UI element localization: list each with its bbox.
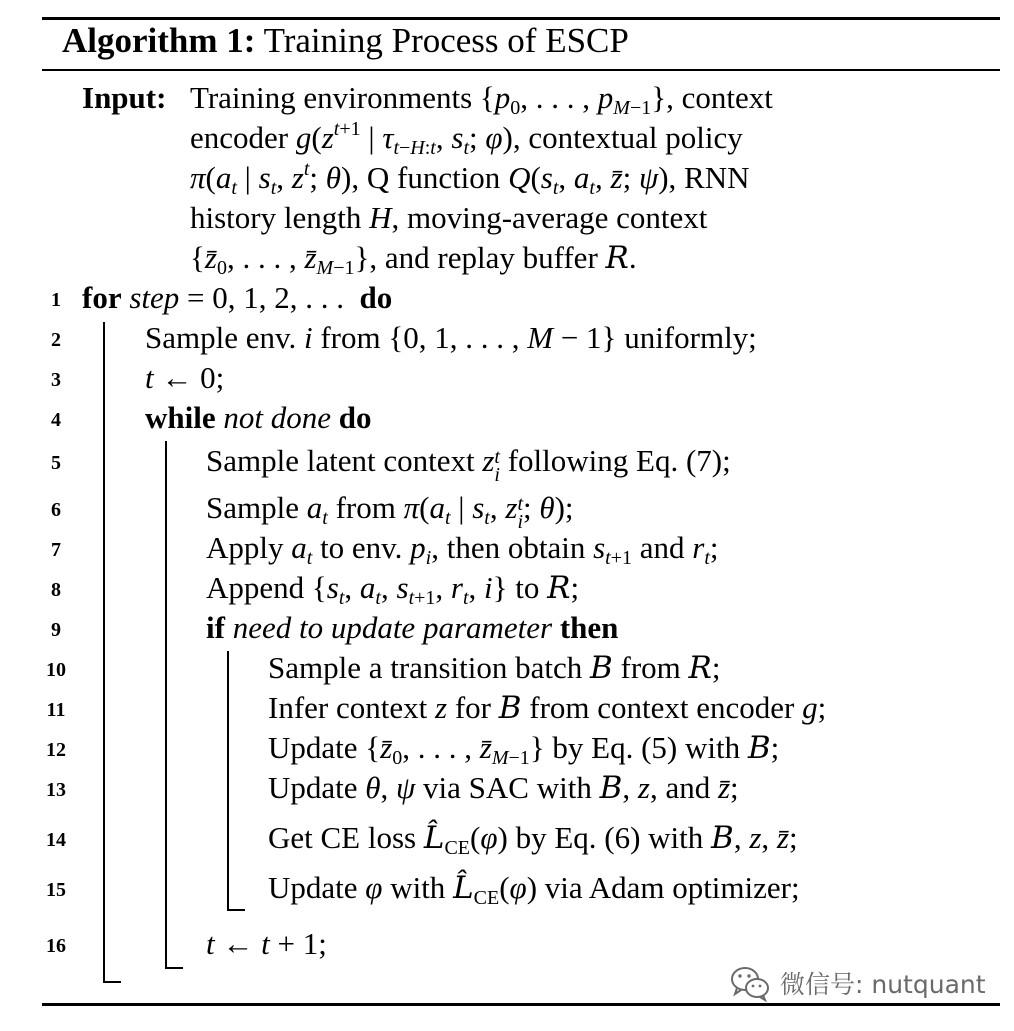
line-number: 4 — [51, 409, 61, 431]
for-block-bar — [103, 322, 105, 982]
if-block-foot — [227, 909, 245, 911]
statement-line-14: Get CE loss $L̂_{CE}(\varphi)$ by Eq. (6) with B, z, z̄; — [268, 820, 798, 859]
algorithm-title-text: Training Process of ESCP — [263, 21, 629, 60]
watermark-text: 微信号: nutquant — [780, 970, 986, 999]
statement-line-6: Sample $a_t$ from $\pi(a_t$ | $s_t$, z t i ; θ); — [206, 490, 574, 533]
line-number: 3 — [51, 369, 61, 391]
statement-line-1: for step = 0, 1, 2, . . . do — [82, 280, 393, 315]
line-number: 15 — [46, 879, 66, 901]
line-number: 11 — [46, 699, 66, 721]
algorithm-title-prefix: Algorithm 1: — [62, 21, 256, 60]
title-rule — [42, 69, 1000, 71]
input-line-2: encoder $g(z^{t+1}$ | $\tau_{t-H:t}$, $s_t$; φ), contextual policy — [190, 118, 743, 159]
input-line-4: history length H, moving-average context — [190, 200, 708, 235]
bottom-rule — [42, 1003, 1000, 1006]
line-number: 9 — [51, 619, 61, 641]
line-number: 13 — [46, 779, 66, 801]
while-block-foot — [165, 967, 183, 969]
line-number: 5 — [51, 452, 61, 474]
line-number: 8 — [51, 579, 61, 601]
for-block-foot — [103, 981, 121, 983]
statement-line-2: Sample env. i from {0, 1, . . . , M − 1} uniformly; — [145, 320, 757, 355]
line-number: 14 — [46, 829, 66, 851]
statement-line-10: Sample a transition batch B from R; — [268, 650, 721, 686]
statement-line-7: Apply $a_t$ to env. $p_i$, then obtain $s_{t+1}$ and $r_t$; — [206, 530, 719, 569]
statement-line-3: t ← 0; — [145, 360, 225, 395]
statement-line-13: Update θ, ψ via SAC with B, z, and z̄; — [268, 770, 739, 806]
line-number: 1 — [51, 289, 61, 311]
line-number: 6 — [51, 499, 61, 521]
statement-line-12: Update {$z̄_0$, . . . , $z̄_{M-1}$} by Eq. (5) with B; — [268, 730, 780, 769]
line-number: 2 — [51, 329, 61, 351]
statement-line-5: Sample latent context z t i following Eq. (7); — [206, 443, 731, 486]
algorithm-title — [62, 18, 629, 64]
while-block-bar — [165, 441, 167, 968]
input-line-3: $\pi(a_t$ | $s_t$, $z^t$; θ), Q function $Q(s_t$, $a_t$, z̄; ψ), RNN — [190, 158, 750, 199]
input-label: Input: — [82, 80, 167, 115]
if-block-bar — [227, 651, 229, 910]
statement-line-15: Update φ with $L̂_{CE}(\varphi)$ via Adam optimizer; — [268, 870, 800, 909]
statement-line-11: Infer context z for B from context encoder g; — [268, 690, 827, 726]
statement-line-4: while not done do — [145, 400, 372, 435]
line-number: 16 — [46, 935, 66, 957]
input-line-5: {$z̄_0$, . . . , $z̄_{M-1}$}, and replay buffer R. — [190, 240, 637, 279]
statement-line-16: t ← t + 1; — [206, 926, 327, 961]
input-line-1: Training environments {$p_0$, . . . , $p_{M-1}$}, context — [190, 80, 773, 119]
wechat-icon — [728, 963, 772, 1003]
line-number: 10 — [46, 659, 66, 681]
statement-line-8: Append {$s_t$, $a_t$, $s_{t+1}$, $r_t$, i} to R; — [206, 570, 580, 609]
statement-line-9: if need to update parameter then — [206, 610, 619, 645]
watermark — [728, 963, 986, 1003]
line-number: 12 — [46, 739, 66, 761]
line-number: 7 — [51, 539, 61, 561]
